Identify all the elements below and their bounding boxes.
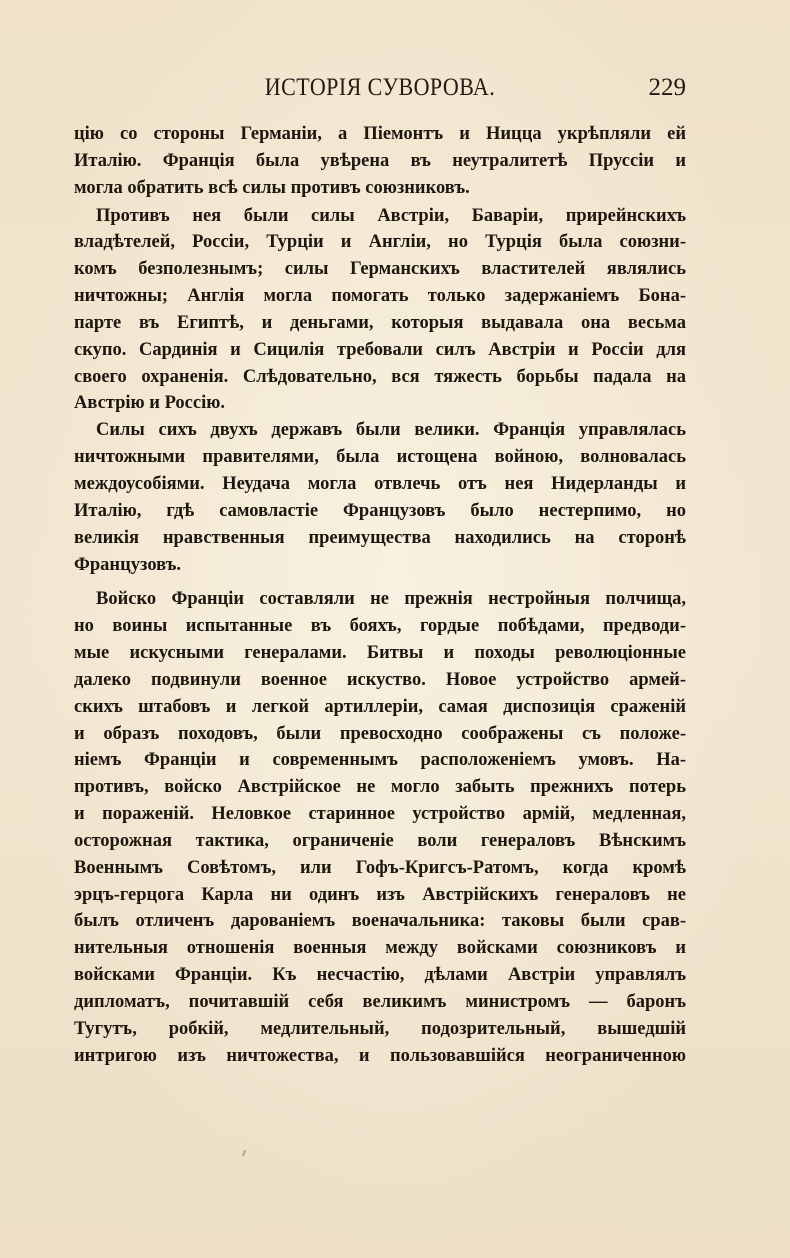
- text-line: и образъ походовъ, были превосходно соображены съ положе-: [74, 723, 686, 744]
- text-line: ніемъ Франціи и современнымъ расположеніемъ умовъ. На-: [74, 750, 686, 771]
- text-line: междоусобіями. Неудача могла отвлечь отъ нея Нидерланды и: [74, 473, 686, 494]
- text-line: противъ, войско Австрійское не могло забыть прежнихъ потерь: [74, 777, 686, 798]
- paragraph-4: [74, 586, 686, 1069]
- text-line: и пораженій. Неловкое старинное устройство армій, медленная,: [74, 804, 686, 825]
- text-line: цію со стороны Германіи, а Піемонтъ и Ницца укрѣпляли ей: [74, 124, 686, 144]
- text-line: эрцъ-герцога Карла ни одинъ изъ Австрійскихъ генераловъ не: [74, 884, 686, 905]
- text-line: Военнымъ Совѣтомъ, или Гофъ-Кригсъ-Ратомъ, когда кромѣ: [74, 857, 686, 878]
- text-line: войсками Франціи. Къ несчастію, дѣлами Австріи управлялъ: [74, 965, 686, 986]
- paper-mark: [242, 1150, 246, 1156]
- text-line: Италію, гдѣ самовластіе Французовъ было нестерпимо, но: [74, 500, 686, 521]
- text-line: своего охраненія. Слѣдовательно, вся тяжесть борьбы падала на: [74, 366, 686, 387]
- text-line: скихъ штабовъ и легкой артиллеріи, самая диспозиція сраженій: [74, 696, 686, 717]
- text-line: парте въ Египтѣ, и деньгами, которыя выдавала она весьма: [74, 312, 686, 333]
- text-line: великія нравственныя преимущества находились на сторонѣ: [74, 527, 686, 548]
- text-line: могла обратить всѣ силы противъ союзниковъ.: [74, 177, 470, 198]
- paragraph-3: [74, 417, 686, 578]
- paragraph-1: [74, 121, 686, 202]
- text-line: Италію. Франція была увѣрена въ неутралитетѣ Пруссіи и: [74, 150, 686, 171]
- text-line: далеко подвинули военное искуство. Новое устройство армей-: [74, 669, 686, 690]
- page-header: [74, 74, 686, 108]
- page-number: 229: [648, 74, 686, 101]
- text-line: дипломатъ, почитавшій себя великимъ министромъ — баронъ: [74, 992, 686, 1012]
- text-line: скупо. Сардинія и Сицилія требовали силъ Австріи и Россіи для: [74, 339, 686, 360]
- text-line: владѣтелей, Россіи, Турціи и Англіи, но Турція была союзни-: [74, 232, 686, 253]
- body-text: [74, 121, 686, 1070]
- text-line: Тугутъ, робкій, медлительный, подозрительный, вышедшій: [74, 1018, 686, 1039]
- text-line: Войско Франціи составляли не прежнія нестройныя полчища,: [96, 589, 686, 610]
- text-line: Силы сихъ двухъ державъ были велики. Франція управлялась: [96, 420, 686, 441]
- running-title: ИСТОРІЯ СУВОРОВА.: [264, 74, 496, 101]
- text-line: Противъ нея были силы Австріи, Баваріи, прирейнскихъ: [96, 205, 686, 226]
- text-line: но воины испытанные въ бояхъ, гордые побѣдами, предводи-: [74, 616, 686, 637]
- text-line: интригою изъ ничтожества, и пользовавшійся неограниченною: [74, 1045, 686, 1066]
- text-line: ничтожными правителями, была истощена войною, волновалась: [74, 447, 686, 468]
- text-line: былъ отличенъ дарованіемъ военачальника: таковы были срав-: [74, 911, 686, 932]
- text-line: комъ безполезнымъ; силы Германскихъ властителей являлись: [74, 259, 686, 280]
- text-line: нительныя отношенія военныя между войсками союзниковъ и: [74, 938, 686, 959]
- text-line: осторожная тактика, ограниченіе воли генераловъ Вѣнскимъ: [74, 830, 686, 851]
- text-line: Австрію и Россію.: [74, 393, 225, 414]
- paragraph-2: [74, 203, 686, 418]
- text-line: Французовъ.: [74, 554, 182, 575]
- text-line: мые искусными генералами. Битвы и походы революціонные: [74, 643, 686, 664]
- text-line: ничтожны; Англія могла помогать только задержаніемъ Бона-: [74, 286, 686, 307]
